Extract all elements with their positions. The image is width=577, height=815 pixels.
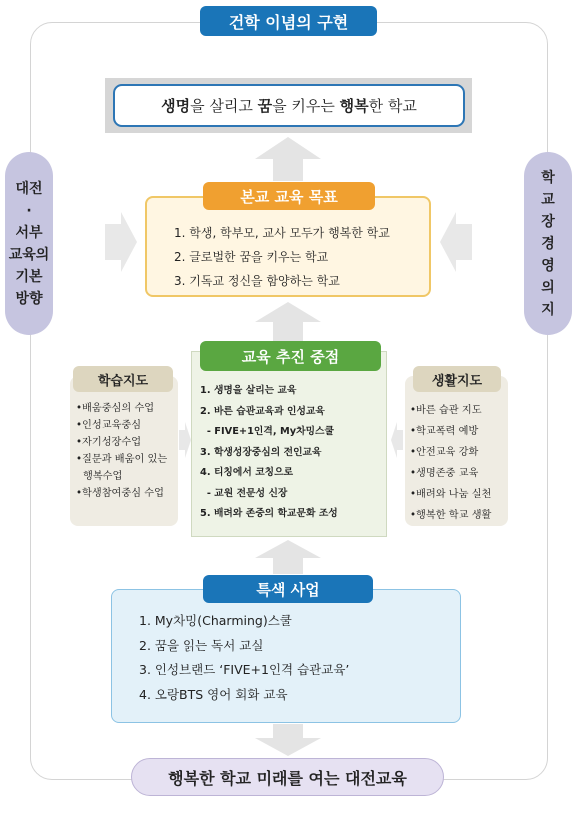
focus-item: 4. 티칭에서 코칭으로 (200, 467, 294, 478)
right-pill-char: 학 (541, 169, 555, 186)
right-pill-char: 영 (541, 257, 555, 274)
left-pill-line: 대전 (15, 180, 43, 197)
arrow-right-to-goals (103, 210, 139, 274)
left-pill-line: 서부 (15, 224, 43, 241)
learning-item: •배움중심의 수업 (76, 403, 155, 414)
life-item: •생명존중 교육 (410, 468, 479, 479)
life-item: •행복한 학교 생활 (410, 510, 492, 521)
arrow-up-to-focus (253, 538, 323, 576)
project-item: 2. 꿈을 읽는 독서 교실 (139, 637, 264, 653)
focus-item: - FIVE+1인격, My차밍스쿨 (200, 426, 334, 437)
projects-title: 특색 사업 (203, 575, 373, 603)
learning-item: •인성교육중심 (76, 420, 142, 431)
learning-list (76, 400, 176, 502)
vision-seg-3: 꿈 (257, 97, 273, 115)
right-pill-char: 교 (541, 191, 555, 208)
life-item: •안전교육 강화 (410, 447, 479, 458)
school-vision (113, 84, 465, 127)
life-item: •바른 습관 지도 (410, 405, 482, 416)
projects-list (139, 609, 349, 707)
left-pill-line: 기본 (15, 268, 43, 285)
goal-item: 1. 학생, 학부모, 교사 모두가 행복한 학교 (174, 226, 390, 240)
life-item: •배려와 나눔 실천 (410, 489, 492, 500)
vision-seg-1: 생명 (161, 97, 191, 115)
school-goals-list (174, 221, 390, 293)
right-pill-char: 의 (541, 279, 555, 296)
life-list (410, 400, 506, 526)
left-pill-basic-direction (5, 152, 53, 335)
right-pill-char: 장 (541, 213, 555, 230)
footer-slogan: 행복한 학교 미래를 여는 대전교육 (131, 758, 444, 796)
learning-item: •자기성장수업 (76, 437, 142, 448)
focus-item: 5. 배려와 존중의 학교문화 조성 (200, 508, 338, 519)
project-item: 1. My차밍(Charming)스쿨 (139, 613, 292, 628)
project-item: 4. 오랑BTS 영어 회화 교육 (139, 686, 288, 702)
vision-seg-6: 한 학교 (368, 97, 417, 115)
vision-seg-5: 행복 (339, 97, 369, 115)
right-pill-char: 경 (541, 235, 555, 252)
vision-seg-2: 을 살리고 (190, 97, 258, 115)
learning-item: •학생참여중심 수업 (76, 488, 164, 499)
focus-title: 교육 추진 중점 (200, 341, 381, 371)
focus-item: 1. 생명을 살리는 교육 (200, 385, 297, 396)
school-goals-title: 본교 교육 목표 (203, 182, 375, 210)
header-title: 건학 이념의 구현 (200, 6, 377, 36)
left-pill-line: 교육의 (8, 246, 50, 263)
goal-item: 2. 글로벌한 꿈을 키우는 학교 (174, 250, 329, 264)
left-pill-line: 방향 (15, 290, 43, 307)
right-pill-char: 지 (541, 301, 555, 318)
focus-item: 2. 바른 습관교육과 인성교육 (200, 405, 325, 417)
left-pill-line: · (26, 202, 32, 219)
learning-item: •질문과 배움이 있는 행복수업 (76, 454, 168, 482)
arrow-down-to-footer (253, 722, 323, 758)
arrow-up-to-goals (253, 300, 323, 344)
life-item: •학교폭력 예방 (410, 426, 479, 437)
arrow-up-to-vision (253, 135, 323, 183)
vision-seg-4: 을 키우는 (272, 97, 340, 115)
arrow-right-to-focus (178, 420, 192, 460)
arrow-left-to-focus (390, 420, 404, 460)
life-title: 생활지도 (413, 366, 501, 392)
learning-title: 학습지도 (73, 366, 173, 392)
focus-item: - 교원 전문성 신장 (200, 487, 288, 499)
project-item: 3. 인성브랜드 ‘FIVE+1인격 습관교육’ (139, 662, 350, 677)
goal-item: 3. 기독교 정신을 함양하는 학교 (174, 274, 340, 288)
right-pill-principal-will (524, 152, 572, 335)
focus-list (200, 381, 338, 525)
arrow-left-to-goals (438, 210, 474, 274)
focus-item: 3. 학생성장중심의 전인교육 (200, 446, 322, 458)
